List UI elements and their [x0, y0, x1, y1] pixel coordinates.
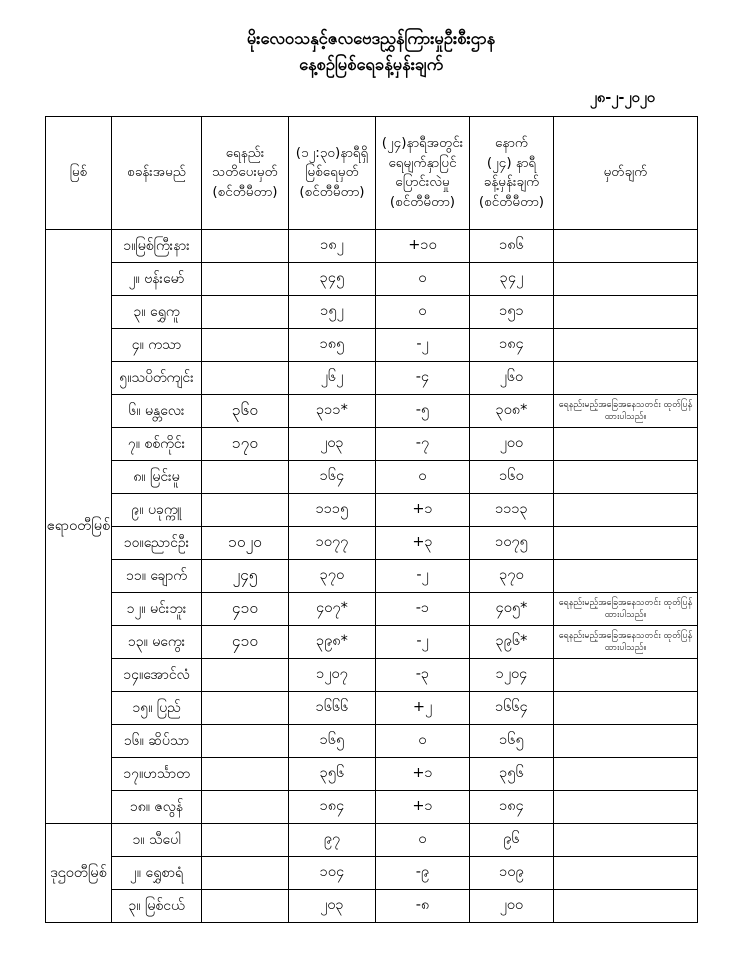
cell-remark [554, 758, 698, 791]
cell-level-change: -၇ [376, 428, 470, 461]
cell-danger-level [202, 692, 289, 725]
cell-danger-level: ၃၆၀ [202, 395, 289, 428]
cell-level-change: +၁၀ [376, 230, 470, 263]
header-row [46, 117, 698, 230]
table-row [46, 461, 698, 494]
cell-danger-level [202, 857, 289, 890]
cell-forecast: ၃၉၆* [470, 626, 554, 659]
cell-water-level: ၁၈၂ [289, 230, 376, 263]
column-header-water-level: (၁၂:၃၀)နာရီရှိ မြစ်ရေမှတ် (စင်တီမီတာ) [289, 117, 376, 230]
table-row [46, 824, 698, 857]
report-title: နေ့စဉ်မြစ်ရေခန့်မှန်းချက် [299, 54, 443, 74]
cell-remark: ရေနည်းမည့်အခြေအနေသတင်း ထုတ်ပြန်ထားပါသည်။ [554, 395, 698, 428]
cell-danger-level [202, 461, 289, 494]
cell-danger-level: ၄၁၀ [202, 626, 289, 659]
cell-level-change: -၉ [376, 857, 470, 890]
cell-station-name: ၈။ မြင်းမူ [112, 461, 202, 494]
cell-remark [554, 527, 698, 560]
cell-forecast: ၁၀၉ [470, 857, 554, 890]
table-row [46, 593, 698, 626]
cell-forecast: ၃၀၈* [470, 395, 554, 428]
cell-remark [554, 230, 698, 263]
table-row [46, 692, 698, 725]
table-row [46, 890, 698, 923]
cell-water-level: ၁၂၀၇ [289, 659, 376, 692]
cell-level-change: +၂ [376, 692, 470, 725]
cell-level-change: -၁ [376, 593, 470, 626]
cell-station-name: ၃။ မြစ်ငယ် [112, 890, 202, 923]
cell-station-name: ၁၆။ ဆိပ်သာ [112, 725, 202, 758]
cell-danger-level: ၂၄၅ [202, 560, 289, 593]
cell-remark [554, 494, 698, 527]
cell-forecast: ၉၆ [470, 824, 554, 857]
column-header-river: မြစ် [46, 117, 112, 230]
cell-remark [554, 428, 698, 461]
cell-level-change: ၀ [376, 824, 470, 857]
cell-remark [554, 329, 698, 362]
cell-forecast: ၁၀၇၅ [470, 527, 554, 560]
column-header-station: စခန်းအမည် [112, 117, 202, 230]
table-row [46, 725, 698, 758]
cell-remark: ရေနည်းမည့်အခြေအနေသတင်း ထုတ်ပြန်ထားပါသည်။ [554, 593, 698, 626]
column-header-danger-level: ရေနည်း သတိပေးမှတ် (စင်တီမီတာ) [202, 117, 289, 230]
cell-station-name: ၆။ မန္တလေး [112, 395, 202, 428]
cell-station-name: ၁၀။ညောင်ဦး [112, 527, 202, 560]
cell-forecast: ၁၈၄ [470, 329, 554, 362]
cell-water-level: ၁၆၅ [289, 725, 376, 758]
cell-station-name: ၄။ ကသာ [112, 329, 202, 362]
cell-danger-level [202, 725, 289, 758]
cell-danger-level [202, 296, 289, 329]
cell-station-name: ၉။ ပခုက္ကူ [112, 494, 202, 527]
cell-water-level: ၁၀၄ [289, 857, 376, 890]
cell-danger-level [202, 791, 289, 824]
cell-level-change: -၂ [376, 560, 470, 593]
cell-station-name: ၁၇။ဟင်္သာတ [112, 758, 202, 791]
cell-level-change: -၂ [376, 329, 470, 362]
table-body [46, 230, 698, 923]
cell-water-level: ၁၅၂ [289, 296, 376, 329]
cell-remark [554, 791, 698, 824]
table-row [46, 263, 698, 296]
table-row [46, 362, 698, 395]
cell-station-name: ၂။ ရွှေစာရံ [112, 857, 202, 890]
cell-danger-level: ၁၇၀ [202, 428, 289, 461]
cell-forecast: ၄၀၅* [470, 593, 554, 626]
cell-water-level: ၉၇ [289, 824, 376, 857]
cell-forecast: ၁၆၆၄ [470, 692, 554, 725]
cell-forecast: ၃၇၀ [470, 560, 554, 593]
cell-danger-level [202, 329, 289, 362]
cell-remark [554, 263, 698, 296]
table-header [46, 117, 698, 230]
cell-forecast: ၁၆၀ [470, 461, 554, 494]
cell-level-change: ၀ [376, 461, 470, 494]
cell-remark [554, 824, 698, 857]
cell-danger-level [202, 230, 289, 263]
cell-level-change: +၁ [376, 758, 470, 791]
table-row [46, 560, 698, 593]
table-row [46, 494, 698, 527]
cell-water-level: ၂၀၃ [289, 890, 376, 923]
cell-water-level: ၃၉၈* [289, 626, 376, 659]
river-forecast-table [45, 116, 698, 923]
cell-danger-level [202, 758, 289, 791]
table-row [46, 395, 698, 428]
river-group-label: ဧရာဝတီမြစ် [46, 230, 112, 824]
river-group-label: ဒုဌဝတီမြစ် [46, 824, 112, 923]
cell-level-change: +၁ [376, 494, 470, 527]
cell-water-level: ၁၁၁၅ [289, 494, 376, 527]
cell-station-name: ၁၈။ ဇလွန် [112, 791, 202, 824]
cell-remark [554, 857, 698, 890]
cell-forecast: ၃၄၂ [470, 263, 554, 296]
cell-water-level: ၁၈၅ [289, 329, 376, 362]
table-row [46, 329, 698, 362]
cell-forecast: ၂၀၀ [470, 428, 554, 461]
cell-remark [554, 890, 698, 923]
table-row [46, 527, 698, 560]
cell-station-name: ၅။သပိတ်ကျင်း [112, 362, 202, 395]
cell-forecast: ၂၀၀ [470, 890, 554, 923]
cell-danger-level [202, 890, 289, 923]
cell-station-name: ၁၂။ မင်းဘူး [112, 593, 202, 626]
cell-station-name: ၁၅။ ပြည် [112, 692, 202, 725]
cell-water-level: ၂၀၃ [289, 428, 376, 461]
cell-remark [554, 692, 698, 725]
table-row [46, 758, 698, 791]
cell-forecast: ၁၂၀၄ [470, 659, 554, 692]
cell-water-level: ၃၄၅ [289, 263, 376, 296]
cell-forecast: ၃၅၆ [470, 758, 554, 791]
cell-forecast: ၁၅၁ [470, 296, 554, 329]
cell-remark: ရေနည်းမည့်အခြေအနေသတင်း ထုတ်ပြန်ထားပါသည်။ [554, 626, 698, 659]
cell-danger-level [202, 362, 289, 395]
cell-level-change: ၀ [376, 263, 470, 296]
report-date: ၂၈-၂-၂၀၂၀ [589, 90, 655, 107]
cell-water-level: ၄၀၇* [289, 593, 376, 626]
table-row [46, 428, 698, 461]
cell-danger-level [202, 494, 289, 527]
cell-remark [554, 296, 698, 329]
cell-level-change: -၃ [376, 659, 470, 692]
cell-station-name: ၁၃။ မကွေး [112, 626, 202, 659]
cell-level-change: -၂ [376, 626, 470, 659]
table-row [46, 230, 698, 263]
cell-station-name: ၁၁။ ချောက် [112, 560, 202, 593]
cell-remark [554, 725, 698, 758]
cell-forecast: ၁၈၄ [470, 791, 554, 824]
cell-water-level: ၃၁၁* [289, 395, 376, 428]
department-title: မိုးလေဝသနှင့်ဇလဗေဒညွှန်ကြားမှုဦးစီးဌာန [246, 29, 496, 48]
cell-level-change: ၀ [376, 725, 470, 758]
cell-station-name: ၁။ သီပေါ [112, 824, 202, 857]
table-row [46, 791, 698, 824]
cell-remark [554, 362, 698, 395]
cell-danger-level [202, 263, 289, 296]
table-row [46, 857, 698, 890]
cell-remark [554, 461, 698, 494]
cell-danger-level [202, 659, 289, 692]
cell-level-change: +၃ [376, 527, 470, 560]
cell-level-change: -၄ [376, 362, 470, 395]
cell-water-level: ၁၀၇၇ [289, 527, 376, 560]
cell-level-change: -၈ [376, 890, 470, 923]
cell-station-name: ၃။ ရွှေကူ [112, 296, 202, 329]
cell-danger-level: ၁၀၂၀ [202, 527, 289, 560]
cell-forecast: ၁၆၅ [470, 725, 554, 758]
cell-water-level: ၃၇၀ [289, 560, 376, 593]
cell-level-change: ၀ [376, 296, 470, 329]
cell-water-level: ၃၅၆ [289, 758, 376, 791]
column-header-change: (၂၄)နာရီအတွင်း ရေမျက်နှာပြင် ပြောင်းလဲမှု (စင်တီမီတာ) [376, 117, 470, 230]
table-row [46, 626, 698, 659]
column-header-remark: မှတ်ချက် [554, 117, 698, 230]
cell-station-name: ၁၄။အောင်လံ [112, 659, 202, 692]
cell-station-name: ၇။ စစ်ကိုင်း [112, 428, 202, 461]
cell-forecast: ၁၈၆ [470, 230, 554, 263]
cell-water-level: ၁၆၄ [289, 461, 376, 494]
cell-level-change: +၁ [376, 791, 470, 824]
cell-water-level: ၁၈၄ [289, 791, 376, 824]
cell-danger-level: ၄၁၀ [202, 593, 289, 626]
cell-remark [554, 560, 698, 593]
document-header [45, 26, 697, 77]
cell-station-name: ၁။မြစ်ကြီးနား [112, 230, 202, 263]
cell-danger-level [202, 824, 289, 857]
cell-forecast: ၂၆၀ [470, 362, 554, 395]
column-header-forecast: နောက် (၂၄) နာရီ ခန့်မှန်းချက် (စင်တီမီတာ) [470, 117, 554, 230]
cell-forecast: ၁၁၁၃ [470, 494, 554, 527]
cell-water-level: ၂၆၂ [289, 362, 376, 395]
table-row [46, 659, 698, 692]
cell-level-change: -၅ [376, 395, 470, 428]
cell-station-name: ၂။ ဗန်းမော် [112, 263, 202, 296]
table-row [46, 296, 698, 329]
cell-remark [554, 659, 698, 692]
cell-water-level: ၁၆၆၆ [289, 692, 376, 725]
